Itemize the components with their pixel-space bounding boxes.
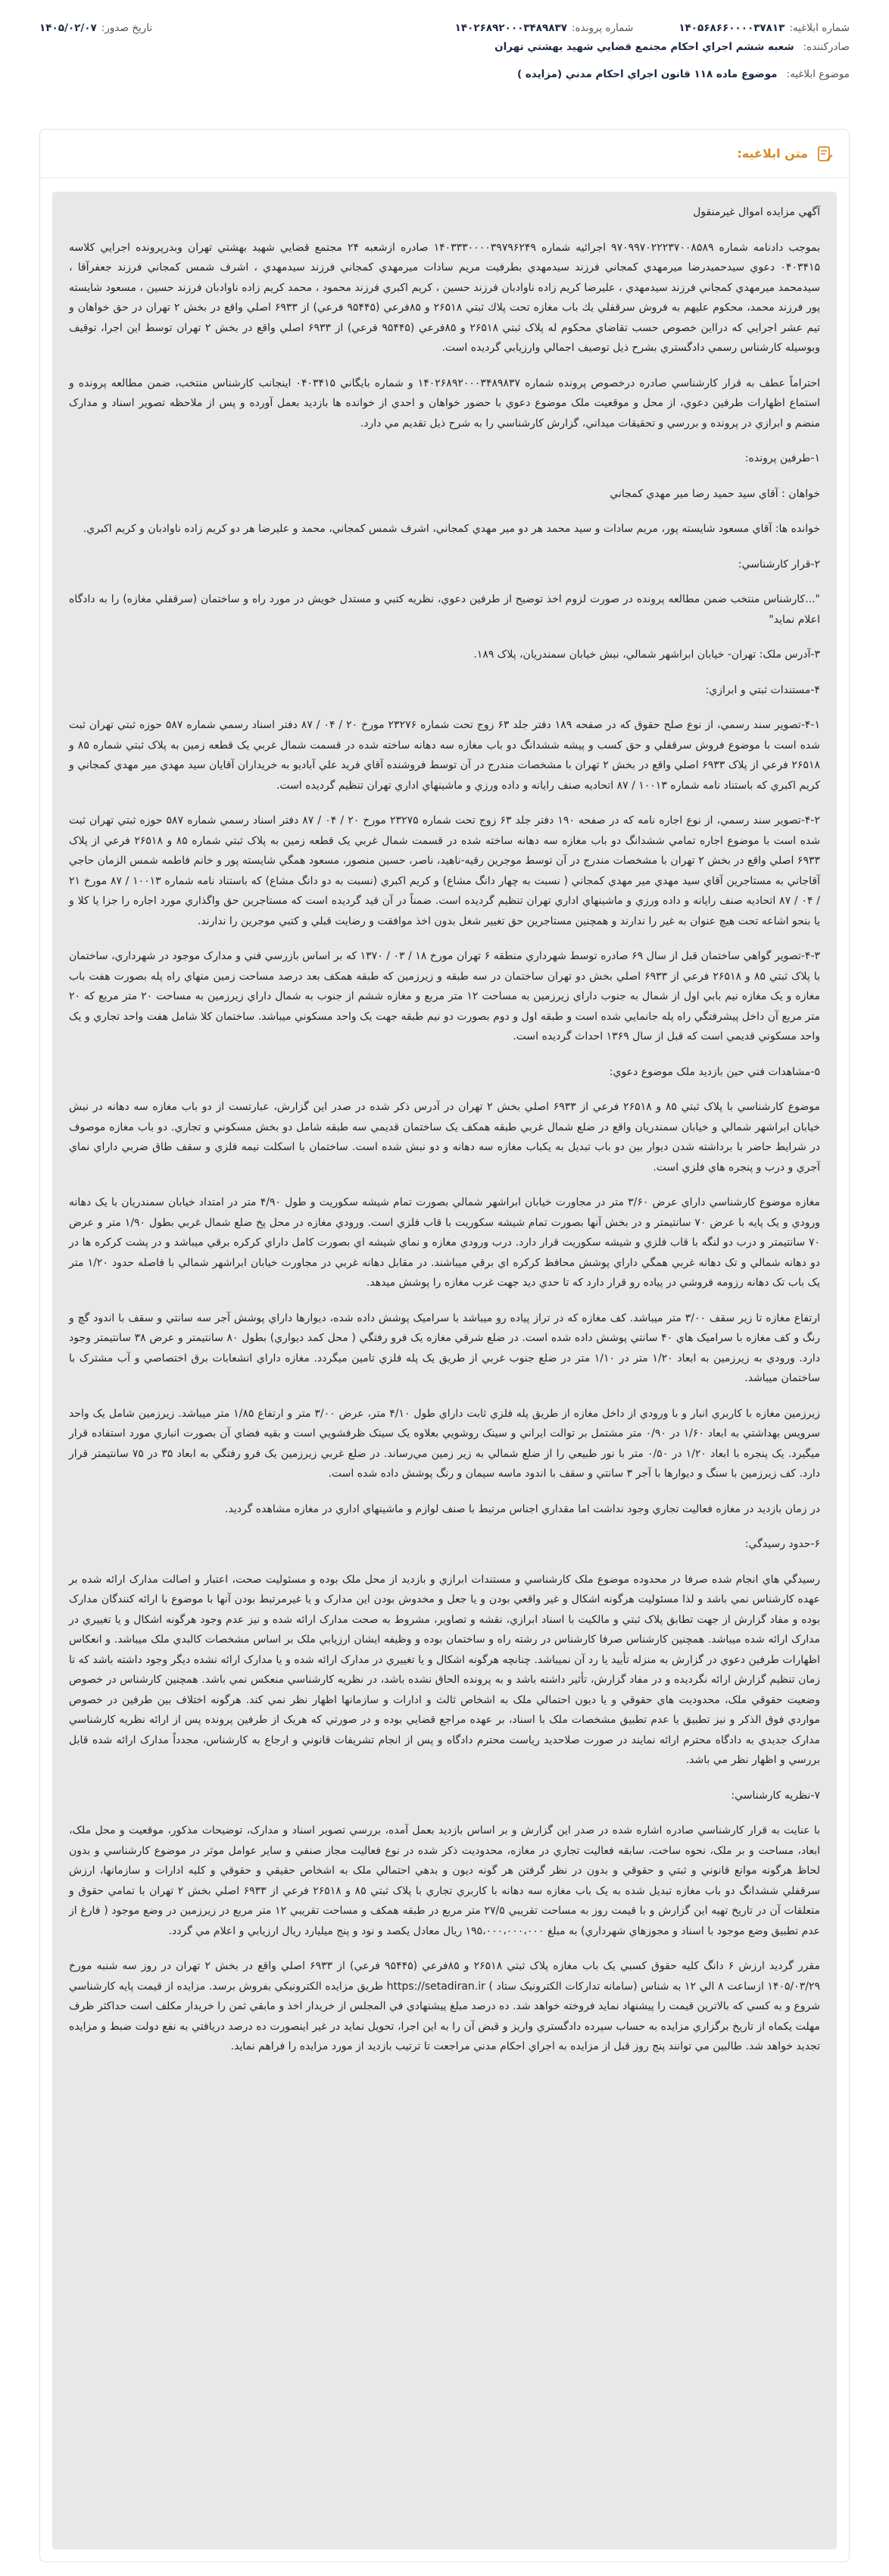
notice-paragraph: ۱-طرفين پرونده:: [744, 452, 820, 464]
card-header: [40, 130, 849, 178]
document-edit-icon: [816, 145, 834, 163]
card-title: متن ابلاغيه:: [737, 146, 808, 161]
notice-paragraph: ۴-۱-تصوير سند رسمي، از نوع صلح حقوق که در صفحه ۱۸۹ دفتر جلد ۶۳ زوج تحت شماره ۲۳۲۷۶ مورخ ۲۰ / ۰۴ / ۸۷ دفتر اسناد رسمي شماره ۵۸۷ حوزه ثبتي تهران ثبت شده است با موضوع فروش سرقفلي و حق کسب و پيشه ششدانگ دو باب مغازه سه دهانه ساخته شده در قسمت شمال غربي يک قطعه زمين به پلاک ثبتي شماره ۸۵ و ۲۶۵۱۸ فرعي از پلاک ۶۹۳۳ اصلي واقع در بخش ۲ تهران با مشخصات مندرج در آن توسط فروشنده آقاي فريد علي آباديو به خريداران آقايان سيد مهدي مير مهدي کمجاني و کريم اکبري که باستناد نامه شماره ۱۰۰۱۳ / ۸۷ اتحاديه صنف رايانه و داده ورزي و ماشينهاي اداري تهران تنظيم گرديده است.: [69, 719, 820, 792]
notice-paragraph: "...كارشناس منتخب ضمن مطالعه پرونده در صورت لزوم اخذ توضيح از طرفين دعوي، نظريه کتبي و مستدل خويش در مورد راه و ساختمان (سرقفلي مغازه) را به دادگاه اعلام نمايد": [69, 593, 820, 626]
notice-text-card: [39, 129, 850, 2562]
date-label: تاريخ صدور:: [101, 22, 153, 34]
date-field: [39, 22, 152, 34]
notice-paragraph: ارتفاع مغازه تا زير سقف ۳/۰۰ متر ميباشد. کف مغازه که در تراز پياده رو ميباشد با سراميک پوشش داده شده، ديوارها داراي پوشش آجر سه سانتي و سقف با اندود گچ و رنگ و کف مغازه با سراميک هاي ۴۰ سانتي پوشش داده شده است. در ضلع شرقي مغازه يک فرو رفتگي ( محل کمد ديواري) بطول ۸۰ سانتيمتر و عرض ۳۸ سانتيمتر وجود دارد. ورودي به زيرزمين به ابعاد ۱/۲۰ متر در ۱/۱۰ متر در ضلع جنوب غربي از طريق يک پله فلزي تامين ميگردد. مغازه داراي انشعابات برق اختصاصي و آب مشترک با ساختمان ميباشد.: [69, 1311, 821, 1384]
case-field: [455, 22, 634, 34]
notice-paragraph: زيرزمين مغازه با کاربري انبار و با ورودي از داخل مغازه از طريق پله فلزي ثابت داراي طول ۴/۱۰ متر، عرض ۳/۰۰ متر و ارتفاع ۱/۸۵ متر ميباشد. زيرزمين شامل يک واحد سرويس بهداشتي به ابعاد ۱/۶۰ در ۰/۹۰ متر مشتمل بر توالت ايراني و سينک روشويي بعلاوه يک سينک ظرفشويي است و بقيه فضاي آن بصورت انباري مورد استفاده قرار ميگيرد. يک پنجره با ابعاد ۱/۲۰ در ۰/۵۰ متر با نور طبيعي را از ضلع شمالي به زير زمين مي‌رساند. در ضلع غربي زيرزمين يک فرو رفتگي به ابعاد ۳۵ در ۷۵ سانتيمتر قرار دارد. کف زيرزمين با سنگ و ديوارها با آجر ۳ سانتي و سقف با اندود ماسه سيمان و رنگ پوشش داده شده است.: [69, 1407, 821, 1480]
notice-meta: [0, 0, 889, 88]
notice-paragraph: خوانده ها: آقاي مسعود شايسته پور، مريم سادات و سيد محمد هر دو مير مهدي کمجاني، اشرف شمس کمجاني، محمد و عليرضا هر دو کريم زاده ناوادبان و کريم اکبري.: [83, 523, 820, 535]
notice-paragraph: مقرر گرديد ارزش ۶ دانگ كليه حقوق كسبي يک باب مغازه پلاک ثبتي ۲۶۵۱۸ و ۸۵فرعي (۹۵۴۴۵ فرعي) از ۶۹۳۳ اصلي واقع در بخش ۲ تهران در روز سه شنبه مورخ ۱۴۰۵/۰۳/۲۹ ازساعت ۸ الي ۱۲ به شناس (سامانه تدارکات الکترونيک ستاد ) https://setadiran.ir طريق مزايده الکترونيکي بفروش برسد. مزايده از قيمت پايه کارشناسي شروع و به کسي که بالاترين قيمت را پيشنهاد نمايد فروخته خواهد شد. ده درصد مبلغ پيشنهادي في المجلس از خريدار اخذ و مابقي ثمن را خريدار مکلف است حداکثر ظرف مهلت يکماه از تاريخ برگزاري مزايده به حساب سپرده دادگستري واريز و قبض آن را به اين اجرا، تحويل نمايد در غير اينصورت ده درصد دريافتي به نفع دولت ضبط و مزايده تجديد خواهد شد. طالبين مي توانند پنج روز قبل از مزايده به اجراي احکام مدني مراجعت تا ترتيب بازديد از مورد مزايده را فراهم نمايد.: [69, 1960, 820, 2052]
notice-paragraph: ۴-مستندات ثبتي و ابرازي:: [705, 683, 820, 696]
case-value: ۱۴۰۲۶۸۹۲۰۰۰۳۴۸۹۸۳۷: [454, 22, 567, 34]
issuer-row: [39, 33, 850, 61]
notice-paragraph: موضوع كارشناسي با پلاک ثبتي ۸۵ و ۲۶۵۱۸ فرعي از ۶۹۳۳ اصلي بخش ۲ تهران در آدرس ذکر شده در صدر اين گزارش، عبارتست از دو باب مغازه سه دهانه در نبش خيابان ابراشهر شمالي و خيابان سمندريان واقع در ضلع شمال غربي طبقه همکف يک ساختمان قديمي سه طبقه شامل دو بخش مسکوني و تجاري. دو باب مغازه موصوف در شرايط حاضر با برداشته شدن ديوار بين دو باب تبديل به يکباب مغازه سه دهانه و دو نبش شده است. ساختمان با اسکلت نيمه فلزي و سقف طاق ضربي داراي نماي آجري و درب و پنجره هاي فلزي است.: [69, 1101, 820, 1174]
meta-numbers-group: [455, 22, 850, 34]
subject-row: [39, 61, 850, 88]
notice-paragraph: ۴-۲-تصوير سند رسمي، از نوع اجاره نامه که در صفحه ۱۹۰ دفتر جلد ۶۳ زوج تحت شماره ۲۳۲۷۵ مورخ ۲۰ / ۰۴ / ۸۷ دفتر اسناد رسمي شماره ۵۸۷ حوزه ثبتي تهران ثبت شده است با موضوع اجاره تمامي ششدانگ دو باب مغازه سه دهانه ساخته شده در قسمت شمال غربي يک قطعه زمين به پلاک ثبتي شماره ۸۵ و ۲۶۵۱۸ فرعي از پلاک ۶۹۳۳ اصلي واقع در بخش ۲ تهران با مشخصات مندرج در آن توسط موجرين رقيه-ناهيد، ناصر، حسين منصور، مسعود همگي شايسته پور و خانم فاطمه شمس الزمان حاجي آقاجاني به مستاجرين آقاي سيد مهدي مير مهدي کمجاني ( نسبت به چهار دانگ مشاع) و کريم اکبري (نسبت به دو دانگ مشاع) که باستناد نامه شماره ۱۰۰۱۳ / ۸۷ مورخ ۲۱ / ۰۴ / ۸۷ اتحاديه صنف رايانه و داده ورزي و ماشينهاي اداري تهران تنظيم گرديده است. ضمناً در آن قيد گرديده است که مستاجرين حق واگذاري مورد اجاره را جزا يا کلا و يا بنحو اشاعه تحت هيچ عنوان به غير را ندارند و همچنين مستاجرين حق تغيير شغل بدون اخذ موافقت و رضايت قبلي و كتبي موجرين را ندارند.: [69, 814, 820, 927]
issuer-value: شعبه ششم اجراي احکام مجتمع قضايي شهيد بهشتي تهران: [494, 41, 794, 53]
notice-paragraph: در زمان بازديد در مغازه فعاليت تجاري وجود نداشت اما مقداري اجناس مرتبط با صنف لوازم و ماشينهاي اداري در مغازه مشاهده گرديد.: [225, 1502, 820, 1515]
serial-label: شماره ابلاغيه:: [789, 22, 850, 34]
notice-paragraph: ۵-مشاهدات فني حين بازديد ملک موضوع دعوي:: [609, 1065, 820, 1078]
notice-paragraph: ۳-آدرس ملک: تهران- خيابان ابراشهر شمالي، نبش خيابان سمندريان، پلاک ۱۸۹.: [473, 649, 820, 661]
notice-paragraph: بموجب دادنامه شماره ۹۷۰۹۹۷۰۲۲۲۳۷۰۰۸۵۸۹ اجرائيه شماره ۱۴۰۳۳۳۰۰۰۰۳۹۷۹۶۲۴۹ صادره ازشعبه ۲۴ مجتمع قضايي شهيد بهشتي تهران وبدرپرونده اجرايي كلاسه ۰۴۰۳۴۱۵ دعوي سيدحميدرضا ميرمهدي كمجاني فرزند سيدمهدي بطرفيت مريم سادات ميرمهدي كمجاني فرزند سيدمهدي ، اشرف شمس كمجاني فرزند جعفرآقا ، سيدمحمد ميرمهدي كمجاني فرزند سيدمهدي ، عليرضا كريم زاده ناوادبان فرزند حسين ، كريم اكبري فرزند محمود ، محمد كريم زاده ناوادبان فرزند حسين ، مسعود شايسته پور فرزند محمد، محكوم عليهم به فروش سرقفلي يك باب مغازه تحت پلاك ثبتي ۲۶۵۱۸ و ۸۵فرعي (۹۵۴۴۵ فرعي) از ۶۹۳۳ اصلي واقع در بخش ۲ تهران در حق خواهان و تيم عشر اجرايي که درااين خصوص حسب تقاضاي محکوم له پلاک ثبتي ۲۶۵۱۸ و ۸۵فرعي (۹۵۴۴۵ فرعي) از ۶۹۳۳ اصلي واقع در بخش ۲ تهران توسط اين اجرا، توقيف وبوسيله کارشناس رسمي دادگستري بشرح ذيل توصيف اجمالي وارزيابي گرديده است.: [69, 241, 821, 354]
notice-body: [52, 192, 837, 2549]
serial-field: [678, 22, 850, 34]
notice-paragraph: ۷-نظريه کارشناسي:: [731, 1789, 820, 1802]
notice-paragraph: رسيدگي هاي انجام شده صرفا در محدوده موضوع ملک کارشناسي و مستندات ابرازي و بازديد از محل ملک بوده و مسئوليت صحت، اعتبار و اصالت مدارک ارائه شده بر عهده کارشناس نمي باشد و لذا مسئوليت هرگونه اشکال و غير واقعي بودن و يا جعل و مخدوش بودن اين مدارک و يا غيرمرتبط بودن آنها با موضوع با ارائه کنندگان مدارک بوده و مفاد گزارش از جهت تطابق پلاک ثبتي و مالکيت با اسناد ابرازي، نقشه و تصاوير، مشروط به صحت مدارک ارائه شده و نيز عدم وجود هرگونه اشکال و يا تغييري در مدارک ارائه شده ميباشد. همچنين کارشناس صرفا کارشناس در رشته راه و ساختمان بوده و وظيفه ايشان ارزيابي ملک بر اساس مشخصات کالبدي ملک ميباشد. و انعکاس اظهارات طرفين دعوي در گزارش به منزله تأييد يا رد آن نميباشد. چنانچه هرگونه اشکال و يا تغييري در مدارک ارائه شده و يا مدارک ارائه نشده ديگر وجود داشته باشد که تا زمان تنظيم گزارش ارائه نگرديده و در مفاد گزارش، تأثير داشته باشد و به پرونده الحاق نشده باشد، در نظريه کارشناسي منعکس نمي باشد. همچنين کارشناس در خصوص وضعيت حقوقي ملک، محدوديت هاي حقوقي و يا ديون احتمالي ملک به اشخاص ثالث و ادارات و سازمانها اظهار نظر نمي کند. هرگونه اختلاف بين طرفين در خصوص مواردي فوق الذکر و نيز تطبيق يا عدم تطبيق مشخصات ملک با اسناد، بر عهده مراجع قضايي بوده و در صورتي که هريک از طرفين پرونده پس از ارائه نظريه کارشناسي مدارک جديدي به دادگاه محترم ارائه نمايند در صورت صلاحديد رياست محترم دادگاه و پس از انجام تشريفات قانوني و ارجاع به کارشناس، مجدداً مدارک ارائه شده قابل بررسي و اظهار نظر مي باشد.: [69, 1573, 820, 1766]
notice-paragraph: احتراماً عطف به قرار کارشناسي صادره درخصوص پرونده شماره ۱۴۰۲۶۸۹۲۰۰۰۳۴۸۹۸۳۷ و شماره بايگاني ۰۴۰۳۴۱۵ اينجانب کارشناس منتخب، ضمن مطالعه پرونده و استماع اظهارات طرفين دعوي، از محل و موقعيت ملک موضوع دعوي با حضور خواهان و احدي از خوانده ها بازديد بعمل آورده و پس از ملاحظه تصوير اسناد و مدارک منضم و ابرازي در پرونده و بررسي و تحقيقات ميداني، گزارش کارشناسي را به شرح ذيل تقديم مي دارد.: [69, 377, 821, 430]
notice-paragraph: ۲-قرار کارشناسي:: [738, 558, 820, 571]
issuer-label: صادرکننده:: [803, 41, 850, 53]
subject-label: موضوع ابلاغيه:: [786, 68, 850, 80]
notice-paragraph: مغازه موضوع کارشناسي داراي عرض ۳/۶۰ متر در مجاورت خيابان ابراشهر شمالي بصورت تمام شيشه سکوريت و طول ۴/۹۰ متر در امتداد خيابان سمندريان با يک دهانه ورودي و يک پايه با عرض ۷۰ سانتيمتر و در بخش آنها بصورت تمام شيشه سکوريت با قاب فلزي است. ورودي مغازه در محل پخ ضلع شمال غربي بطول ۱/۹۰ متر و عرض ۷۰ سانتيمتر و درب دو لنگه با قاب فلزي و شيشه سکوريت قرار دارد. درب ورودي مغازه و نماي شيشه اي بصورت کامل داراي کرکره برقي ميباشد و در پشت کرکره ها در دو دهانه شمالي و تک دهانه غربي همگي داراي پوشش محافظ کرکره اي برقي ميباشند. در مقابل دهانه غربي در مجاورت خيابان ابراشهر شمالي با فاصله حدود ۱/۲۰ متر يک باب تک دهانه رزومه فروشي در پياده رو قرار دارد که تا حدي ديد جهت غرب مغازه را پوشش ميدهد.: [69, 1196, 820, 1289]
notice-paragraph: ۶-حدود رسيدگي:: [744, 1538, 820, 1550]
notice-paragraph: خواهان : آقاي سيد حميد رضا مير مهدي کمجاني: [610, 487, 820, 500]
notice-paragraph: ۴-۳-تصوير گواهي ساختمان قبل از سال ۶۹ صادره توسط شهرداري منطقه ۶ تهران مورخ ۱۸ / ۰۳ / ۱۳۷۰ که بر اساس بازرسي فني و مدارک موجود در شهرداري، ساختمان با پلاک ثبتي ۸۵ و ۲۶۵۱۸ فرعي از ۶۹۳۳ اصلي بخش دو تهران ساختمان در سه طبقه و زيرزمين که طبقه همکف بعد درصد مساحت زمين منهاي راه پله بصورت هفت باب مغازه و يک مغازه نيم بابي اول از شمال به جنوب داراي زيرزمين به مساحت ۱۲ متر مربع و مغازه ششم از جنوب به شمال داراي زيرزمين به مساحت ۲۰ متر مربع که ۲۰ متر مربع آن داخل پيشرفتگي راه پله جانمايي شده است و طبقه اول و دوم بصورت دو نيم طبقه جهت يک واحد مسکوني ميباشد. ساختمان کلا شامل هفت واحد تجاري و يک واحد مسکوني قديمي است که قبل از سال ۱۳۶۹ احداث گرديده است.: [69, 950, 821, 1043]
serial-value: ۱۴۰۵۶۸۶۶۰۰۰۰۳۷۸۱۳: [678, 22, 785, 34]
notice-paragraph: با عنايت به قرار کارشناسي صادره اشاره شده در صدر اين گزارش و بر اساس بازديد بعمل آمده، بررسي تصوير اسناد و مدارک، توضيحات مذکور، موقعيت و محل ملک، ابعاد، مساحت و بر ملک، نحوه ساخت، سابقه فعاليت تجاري در مغازه، محدوديت ذکر شده در نوع فعاليت مجاز صنفي و ساير عوامل موثر در موضوع کارشناسي و بدون لحاظ هرگونه موانع قانوني و ثبتي و حقوقي و بدون در نظر گرفتن هر گونه ديون و بدهي احتمالي ملک به اشخاص حقيقي و حقوقي و کليه ادارات و سازمانها، ارزش سرقفلي ششدانگ دو باب مغازه تبديل شده به يک باب مغازه سه دهانه با کاربري تجاري با پلاک ثبتي ۸۵ و ۲۶۵۱۸ فرعي از ۶۹۳۳ اصلي بخش ۲ تهران با تمامي حقوق و متعلقات آن در تاريخ تهيه اين گزارش و با قيمت روز به مساحت تقريبي ۲۷/۵ متر مربع در طبقه همکف و مساحت تقريبي ۱۲ متر مربع در زيرزمين در وضع موجود ( فارغ از عدم تطبيق وضع موجود با اسناد و مجوزهاي شهرداري) به مبلغ ۱۹۵،۰۰۰،۰۰۰،۰۰۰ ريال معادل يکصد و نود و پنج ميليارد ريال ارزيابي و اعلام مي گردد.: [69, 1824, 821, 1937]
case-label: شماره پرونده:: [572, 22, 634, 34]
date-value: ۱۴۰۵/۰۲/۰۷: [39, 22, 97, 34]
meta-numbers-row: [39, 6, 850, 33]
subject-value: موضوع ماده ۱۱۸ قانون اجراي احکام مدني (مزايده ): [516, 68, 778, 80]
notice-paragraph: آگهي مزايده اموال غيرمنقول: [693, 206, 820, 218]
